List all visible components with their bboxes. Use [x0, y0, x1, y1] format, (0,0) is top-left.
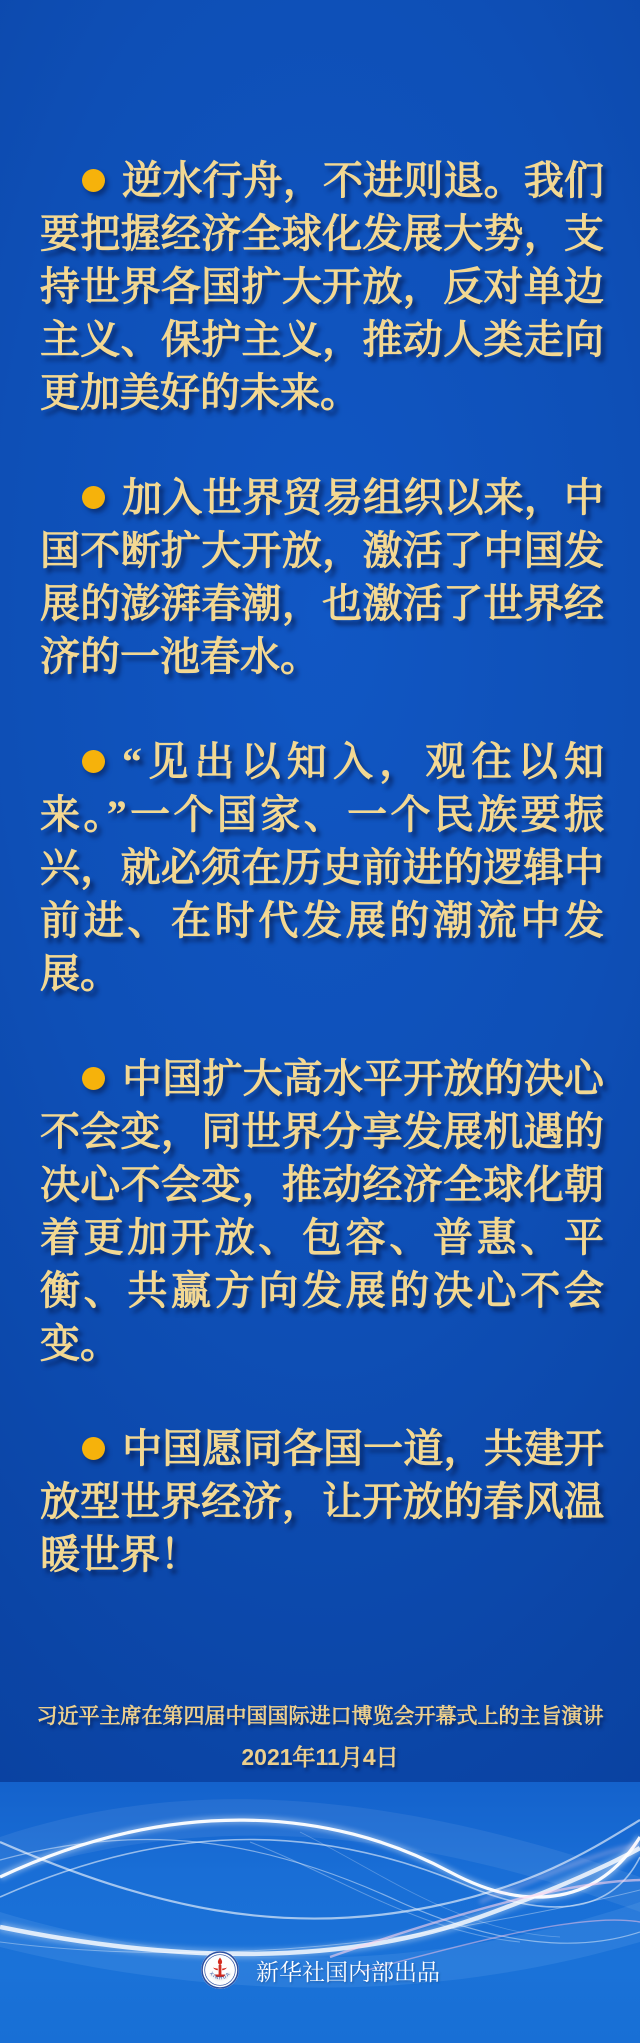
bullet-dot-icon [82, 750, 105, 773]
bullet-item [40, 154, 604, 419]
footer-caption: 习近平主席在第四届中国国际进口博览会开幕式上的主旨演讲 [36, 1705, 604, 1728]
logo-arc-text: XINHUA [208, 1970, 232, 1981]
wave-graphic [0, 1782, 640, 2043]
bullet-dot-icon [82, 1437, 105, 1460]
bullet-item [40, 735, 604, 1000]
bullet-item [40, 1422, 604, 1581]
bullet-item [40, 1052, 604, 1370]
bullet-text: 中国愿同各国一道，共建开放型世界经济，让开放的春风温暖世界！ [40, 1426, 604, 1577]
bullet-text: 中国扩大高水平开放的决心不会变，同世界分享发展机遇的决心不会变，推动经济全球化朝着更加开放、包容、普惠、平衡、共赢方向发展的决心不会变。 [40, 1056, 604, 1366]
bullet-text: 加入世界贸易组织以来，中国不断扩大开放，激活了中国发展的澎湃春潮，也激活了世界经济的一池春水。 [40, 475, 604, 679]
credit-row [0, 1950, 640, 1990]
footer-panel [0, 1782, 640, 2043]
bullet-item [40, 471, 604, 683]
bullet-dot-icon [82, 486, 105, 509]
footer-date: 2021年11月4日 [241, 1744, 399, 1770]
bullet-text: “见出以知入，观往以知来。”一个国家、一个民族要振兴，就必须在历史前进的逻辑中前进、在时代发展的潮流中发展。 [40, 739, 604, 996]
credit-text: 新华社国内部出品 [256, 1958, 440, 1985]
xinhua-logo-icon [200, 1950, 240, 1990]
bullet-dot-icon [82, 1067, 105, 1090]
bullet-dot-icon [82, 169, 105, 192]
bullet-text: 逆水行舟，不进则退。我们要把握经济全球化发展大势，支持世界各国扩大开放，反对单边主义、保护主义，推动人类走向更加美好的未来。 [40, 158, 604, 415]
